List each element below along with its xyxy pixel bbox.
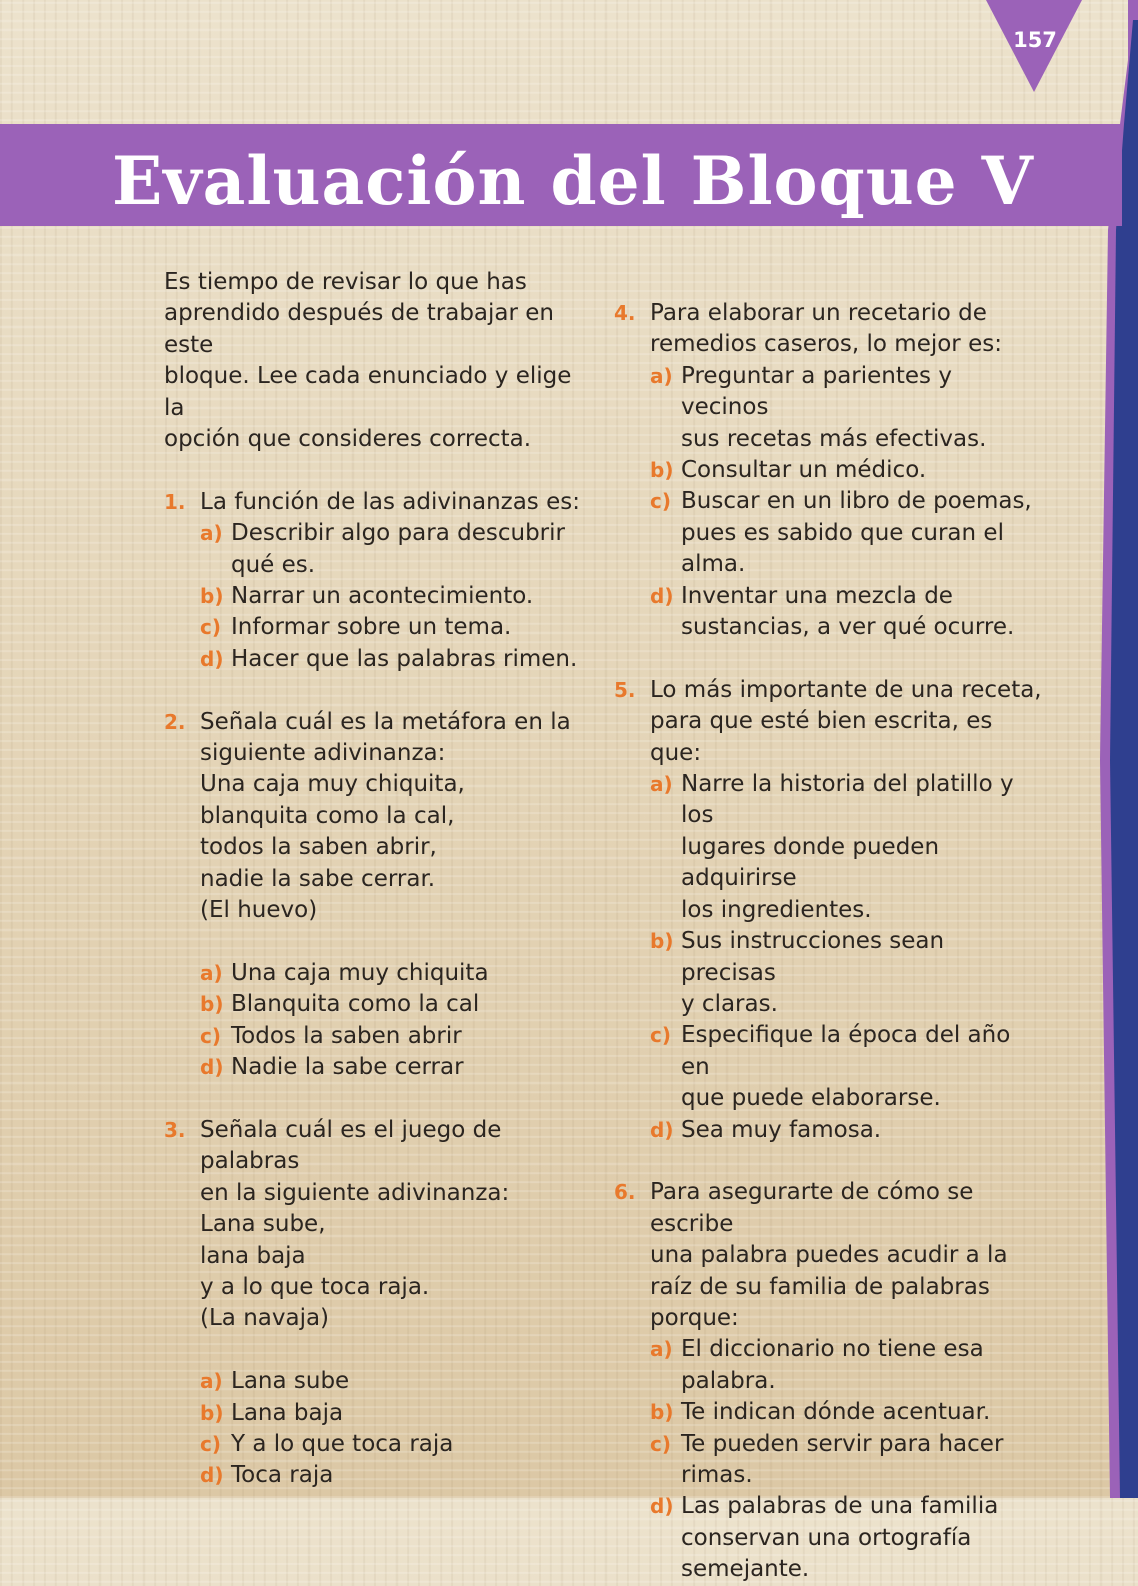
option-b[interactable] [164,989,594,1020]
option-b[interactable] [614,926,1044,1020]
option-d[interactable] [164,644,594,675]
option-letter: a) [200,1369,223,1394]
option-letter: c) [650,1023,671,1048]
question-number: 4. [614,301,636,325]
option-letter: b) [650,458,674,483]
option-letter: d) [200,646,224,671]
intro-line: aprendido después de trabajar en este [164,300,555,358]
option-text: Lana sube [231,1368,350,1395]
option-c[interactable] [164,612,594,643]
question-stem [164,1115,594,1209]
question-stem [614,298,1044,361]
option-a[interactable] [164,958,594,989]
option-text: lugares donde pueden adquirirse [681,833,940,892]
riddle-line: Lana sube, [200,1211,326,1238]
option-text: palabra. [681,1367,776,1394]
stem-line: porque: [650,1304,739,1331]
option-text: Te pueden servir para hacer [681,1430,1004,1457]
option-a[interactable] [614,361,1044,455]
option-a[interactable] [164,1366,594,1397]
intro-line: bloque. Lee cada enunciado y elige la [164,363,572,421]
option-a[interactable] [614,1334,1044,1397]
option-b[interactable] [164,1398,594,1429]
option-text: Sus instrucciones sean precisas [681,928,945,986]
option-letter: a) [200,521,223,546]
right-column [614,298,1044,1586]
option-text: sustancias, a ver qué ocurre. [681,614,1015,641]
option-text: Una caja muy chiquita [231,959,489,986]
option-text: semejante. [681,1556,810,1583]
question-number: 3. [164,1117,186,1142]
option-a[interactable] [614,769,1044,926]
question-number: 6. [614,1180,636,1205]
stem-line: raíz de su familia de palabras [650,1273,990,1300]
option-letter: b) [200,992,224,1017]
option-text: Informar sobre un tema. [231,614,512,641]
question-stem [164,487,594,518]
option-text: Especifique la época del año en [681,1022,1011,1080]
option-text: Buscar en un libro de poemas, [681,488,1032,515]
option-a[interactable] [164,518,594,581]
option-letter: a) [650,1337,673,1362]
page-title: Evaluación del Bloque V [112,142,1034,220]
option-text: Consultar un médico. [681,457,927,484]
option-letter: c) [200,1431,221,1456]
option-letter: d) [200,1463,224,1488]
option-text: Te indican dónde acentuar. [681,1399,991,1426]
option-text: Inventar una mezcla de [681,582,953,609]
option-c[interactable] [614,486,1044,580]
option-text: Lana baja [231,1399,344,1426]
stem-line: una palabra puedes acudir a la [650,1242,1008,1269]
option-letter: b) [200,1400,224,1425]
option-d[interactable] [614,1491,1044,1585]
option-letter: d) [650,1494,674,1519]
question-2 [164,707,594,1084]
option-text: Y a lo que toca raja [231,1430,454,1457]
option-letter: c) [650,1431,671,1456]
stem-line: para que esté bien escrita, es que: [650,708,993,766]
option-text: El diccionario no tiene esa [681,1336,984,1363]
option-text: Preguntar a parientes y vecinos [681,362,952,421]
riddle [164,1209,594,1335]
option-letter: d) [650,1117,674,1142]
riddle-line: todos la saben abrir, [200,834,437,861]
question-stem [614,1177,1044,1334]
title-band [0,124,1122,226]
question-6 [614,1177,1044,1585]
option-text: Nadie la sabe cerrar [231,1054,464,1081]
option-text: Narre la historia del platillo y los [681,771,1014,829]
option-letter: c) [200,615,221,640]
option-letter: b) [200,584,224,609]
option-text: Narrar un acontecimiento. [231,583,534,610]
stem-line: Lo más importante de una receta, [650,676,1042,703]
option-letter: c) [650,489,671,514]
riddle-answer: (La navaja) [200,1305,330,1332]
question-number: 5. [614,677,636,702]
question-stem [164,707,594,770]
option-c[interactable] [614,1429,1044,1492]
option-text: Blanquita como la cal [231,991,480,1018]
option-d[interactable] [614,581,1044,644]
option-letter: a) [200,960,223,985]
option-c[interactable] [614,1020,1044,1114]
option-text: Todos la saben abrir [231,1022,462,1049]
option-text: rimas. [681,1462,753,1488]
option-text: qué es. [231,551,316,578]
option-text: los ingredientes. [681,896,872,923]
option-letter: a) [650,363,673,388]
stem-line: Señala cuál es el juego de palabras [200,1116,502,1175]
page-number: 157 [1013,28,1057,52]
riddle-line: blanquita como la cal, [200,802,455,829]
riddle-answer: (El huevo) [200,897,318,924]
option-b[interactable] [164,581,594,612]
option-letter: b) [650,929,674,954]
riddle-line: lana baja [200,1242,306,1269]
option-text: Toca raja [231,1462,334,1489]
stem-line: Para elaborar un recetario de [650,300,987,326]
question-5 [614,675,1044,1146]
option-c[interactable] [164,1021,594,1052]
question-number: 2. [164,709,186,734]
riddle-line: nadie la sabe cerrar. [200,865,436,892]
option-b[interactable] [614,1397,1044,1428]
stem-line: La función de las adivinanzas es: [200,488,580,515]
riddle [164,769,594,926]
option-letter: d) [200,1055,224,1080]
stem-line: siguiente adivinanza: [200,740,446,767]
intro-line: opción que consideres correcta. [164,426,532,453]
option-text: Sea muy famosa. [681,1116,882,1143]
question-1 [164,487,594,675]
intro-paragraph [164,267,594,455]
question-number: 1. [164,489,186,514]
option-text: y claras. [681,990,778,1017]
option-d[interactable] [164,1460,594,1491]
left-column [164,267,594,1492]
option-c[interactable] [164,1429,594,1460]
option-text: que puede elaborarse. [681,1085,941,1112]
stem-line: remedios caseros, lo mejor es: [650,331,1002,358]
stem-line: Señala cuál es la metáfora en la [200,708,571,735]
option-d[interactable] [614,1115,1044,1146]
option-text: sus recetas más efectivas. [681,425,987,452]
riddle-line: Una caja muy chiquita, [200,771,465,798]
option-text: Hacer que las palabras rimen. [231,645,578,672]
option-text: alma. [681,551,746,578]
stem-line: Para asegurarte de cómo se escribe [650,1179,974,1237]
question-stem [614,675,1044,769]
question-3 [164,1115,594,1492]
option-letter: d) [650,583,674,608]
option-letter: c) [200,1023,221,1048]
option-letter: b) [650,1400,674,1425]
option-text: pues es sabido que curan el [681,519,1004,546]
option-text: Las palabras de una familia [681,1493,999,1520]
option-letter: a) [650,772,673,797]
riddle-line: y a lo que toca raja. [200,1273,430,1300]
option-text: conservan una ortografía [681,1524,972,1551]
stem-line: en la siguiente adivinanza: [200,1179,510,1206]
option-b[interactable] [614,455,1044,486]
intro-line: Es tiempo de revisar lo que has [164,269,527,295]
question-4 [614,298,1044,643]
option-text: Describir algo para descubrir [231,520,565,547]
option-d[interactable] [164,1052,594,1083]
